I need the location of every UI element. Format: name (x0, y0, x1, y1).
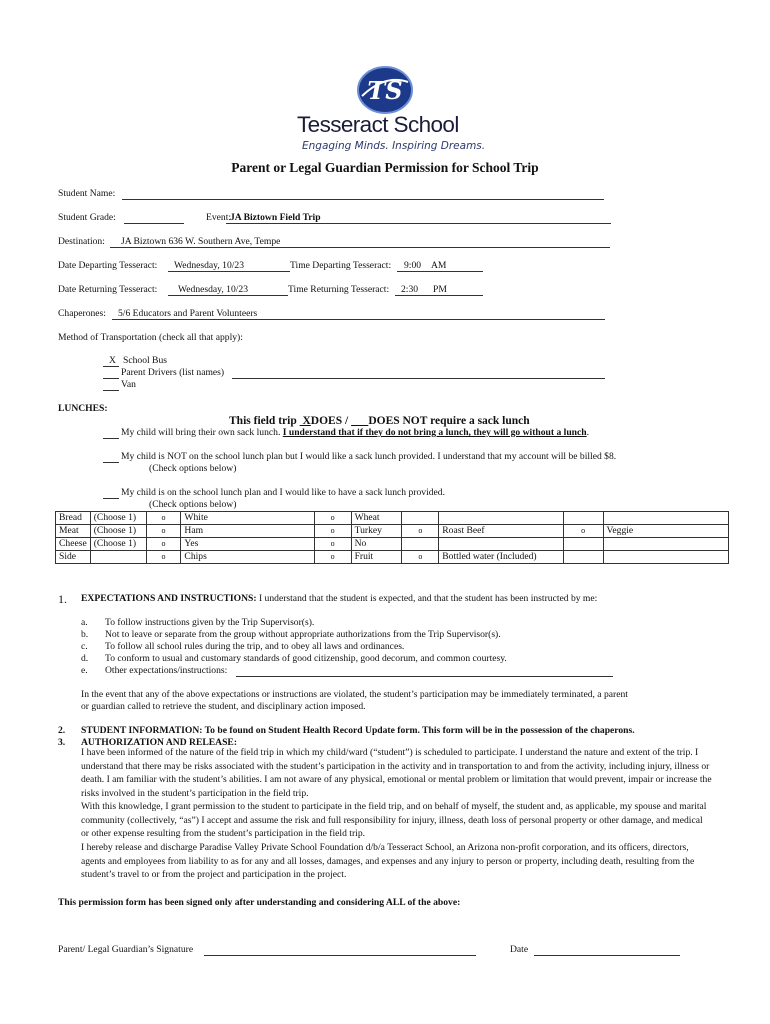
student-grade-label: Student Grade: (58, 212, 116, 223)
date-returning-label: Date Returning Tesseract: (58, 284, 158, 295)
section1-heading: EXPECTATIONS AND INSTRUCTIONS: (81, 593, 257, 604)
option-circle[interactable]: o (314, 525, 351, 538)
svg-text:TS: TS (367, 76, 403, 105)
option-circle[interactable]: o (146, 551, 181, 564)
requirement-rest: DOES NOT require a sack lunch (368, 415, 530, 427)
section1-intro: I understand that the student is expected, and that the student has been instructed by me: (258, 593, 598, 604)
chaperones-label: Chaperones: (58, 308, 106, 319)
lunch-option: Roast Beef (439, 525, 563, 538)
section3-heading: AUTHORIZATION AND RELEASE: (81, 737, 238, 748)
signature-label: Parent/ Legal Guardian’s Signature (58, 944, 194, 955)
destination-label: Destination: (58, 236, 105, 247)
date-field[interactable] (534, 955, 680, 956)
section1-number: 1. (58, 592, 67, 606)
section2-number: 2. (58, 725, 66, 736)
lunch-option: Bottled water (Included) (439, 551, 563, 564)
option-circle[interactable]: o (314, 551, 351, 564)
list-item: Other expectations/instructions: (105, 665, 228, 676)
date-departing-label: Date Departing Tesseract: (58, 260, 158, 271)
option-circle[interactable]: o (146, 512, 181, 525)
page-title: Parent or Legal Guardian Permission for School Trip (231, 160, 539, 175)
lunch-category: Bread (56, 512, 91, 525)
lunch-option: Yes (181, 538, 314, 551)
section3-number: 3. (58, 737, 66, 748)
van-checkbox[interactable] (103, 390, 119, 391)
paid-lunch-checkbox[interactable] (103, 462, 119, 463)
time-departing-value: 9:00 (404, 260, 422, 271)
requirement-does: DOES / (310, 415, 349, 427)
violation-line-2: or guardian called to retrieve the student, and disciplinary action imposed. (81, 701, 366, 712)
section1-header (81, 593, 597, 604)
school-bus-mark: X (109, 355, 116, 366)
plan-lunch-sub: (Check options below) (149, 499, 237, 510)
own-lunch-text: My child will bring their own sack lunch. (121, 427, 281, 438)
option-circle[interactable]: o (563, 525, 603, 538)
lunch-requirement (229, 415, 530, 427)
student-grade-field[interactable] (124, 223, 184, 224)
student-name-label: Student Name: (58, 188, 116, 199)
list-item: To conform to usual and customary standards of good citizenship, good decorum, and common courtesy. (105, 653, 507, 664)
lunch-option: White (181, 512, 314, 525)
paid-lunch-sub: (Check options below) (149, 463, 237, 474)
time-returning-field[interactable] (395, 295, 483, 296)
date-returning-value: Wednesday, 10/23 (178, 284, 249, 295)
date-departing-field[interactable] (168, 271, 290, 272)
student-name-field[interactable] (122, 199, 604, 200)
item-letter: a. (81, 617, 88, 628)
item-letter: e. (81, 665, 88, 676)
release-paragraph-3: I hereby release and discharge Paradise Valley Private School Foundation d/b/a Tesseract School, an Arizona non-profit corporation, and its officers, directors, agents and employees from liability to as for any and all losses, damages, and expenses and any injury to person or property, including death, resulting from the student’s travel to or from the project and participation in the project. (81, 842, 695, 880)
chaperones-value: 5/6 Educators and Parent Volunteers (118, 308, 258, 319)
closing-statement: This permission form has been signed only after understanding and considering ALL of the above: (58, 897, 461, 908)
time-returning-value: 2:30 (401, 284, 419, 295)
lunch-option: Fruit (351, 551, 402, 564)
lunch-option: Ham (181, 525, 314, 538)
lunch-category: Cheese (56, 538, 91, 551)
parent-drivers-option: Parent Drivers (list names) (121, 367, 225, 378)
signature-field[interactable] (204, 955, 476, 956)
lunch-option: No (351, 538, 402, 551)
violation-line-1: In the event that any of the above expectations or instructions are violated, the student’s participation may be immediately terminated, a parent (81, 689, 628, 700)
school-logo (356, 66, 414, 114)
plan-lunch-checkbox[interactable] (103, 498, 119, 499)
paid-lunch-option: My child is NOT on the school lunch plan but I would like a sack lunch provided. I understand that my account will be billed $8. (121, 451, 617, 462)
requirement-mark: X (302, 415, 311, 427)
date-label: Date (510, 944, 529, 955)
own-lunch-option: My child will bring their own sack lunch. I understand that if they do not bring a lunch, they will go without a lunch. (121, 427, 590, 438)
lunch-choose (90, 551, 146, 564)
option-circle[interactable]: o (314, 538, 351, 551)
plan-lunch-option: My child is on the school lunch plan and I would like to have a sack lunch provided. (121, 487, 445, 498)
time-departing-ampm: AM (431, 260, 447, 271)
other-expectations-field[interactable] (236, 676, 613, 677)
parent-drivers-checkbox[interactable] (103, 378, 119, 379)
item-letter: b. (81, 629, 89, 640)
table-row (56, 538, 729, 551)
event-value: JA Biztown Field Trip (230, 212, 321, 223)
own-lunch-warning: I understand that if they do not bring a lunch, they will go without a lunch (282, 427, 587, 438)
requirement-blank[interactable] (351, 415, 368, 427)
event-field[interactable] (226, 223, 611, 224)
item-letter: d. (81, 653, 89, 664)
transport-label: Method of Transportation (check all that apply): (58, 332, 243, 343)
lunch-options-table (55, 511, 729, 564)
list-item: To follow all school rules during the trip, and to obey all laws and ordinances. (105, 641, 405, 652)
lunch-category: Side (56, 551, 91, 564)
item-letter: c. (81, 641, 88, 652)
option-circle[interactable]: o (402, 525, 439, 538)
lunch-category: Meat (56, 525, 91, 538)
time-departing-label: Time Departing Tesseract: (290, 260, 392, 271)
release-paragraph-1: I have been informed of the nature of the field trip in which my child/ward (“student”) is scheduled to participate. I understand the nature and extent of the trip. I understand that there may be risks associated with the student’s participation in the activity and in transportation to and from the activity, including injury, illness or death. I am familiar with the student’s abilities. I am not aware of any physical, emotional or mental problem or limitation that would prevent, impair or increase the risks involved in the student’s participation in the field trip. (81, 747, 712, 799)
time-departing-field[interactable] (397, 271, 483, 272)
requirement-prefix: This field trip (229, 415, 297, 427)
lunch-option: Chips (181, 551, 314, 564)
date-returning-field[interactable] (168, 295, 288, 296)
lunch-option: Turkey (351, 525, 402, 538)
option-circle[interactable]: o (402, 551, 439, 564)
lunch-choose: (Choose 1) (90, 512, 146, 525)
school-name: Tesseract School (297, 112, 459, 137)
list-item: To follow instructions given by the Trip Supervisor(s). (105, 617, 315, 628)
lunch-choose: (Choose 1) (90, 538, 146, 551)
section2-text: STUDENT INFORMATION: To be found on Student Health Record Update form. This form will be in the possession of the chaperons. (81, 725, 635, 736)
time-returning-ampm: PM (433, 284, 447, 295)
option-circle[interactable]: o (314, 512, 351, 525)
time-returning-label: Time Returning Tesseract: (288, 284, 390, 295)
event-label: Event: (206, 212, 232, 223)
van-option: Van (121, 379, 136, 390)
destination-field[interactable] (110, 247, 610, 248)
table-row (56, 512, 729, 525)
table-row (56, 551, 729, 564)
lunch-choose: (Choose 1) (90, 525, 146, 538)
school-tagline: Engaging Minds. Inspiring Dreams. (302, 140, 486, 152)
option-circle[interactable]: o (146, 525, 181, 538)
own-lunch-checkbox[interactable] (103, 438, 119, 439)
table-row (56, 525, 729, 538)
lunch-option: Veggie (603, 525, 728, 538)
destination-value: JA Biztown 636 W. Southern Ave, Tempe (121, 236, 281, 247)
lunch-option: Wheat (351, 512, 402, 525)
release-paragraph-2: With this knowledge, I grant permission to the student to participate in the field trip, and on behalf of myself, the student and, as applicable, my spouse and marital community (collectively, “as”) I accept and assume the risk and full responsibility for injury, illness, death loss of personal property or other damage, and medical or other expense resulting from the student’s participation in the field trip. (81, 801, 707, 839)
school-bus-checkbox[interactable] (103, 366, 119, 367)
school-bus-option: School Bus (123, 355, 167, 366)
option-circle[interactable]: o (146, 538, 181, 551)
date-departing-value: Wednesday, 10/23 (174, 260, 245, 271)
chaperones-field[interactable] (112, 319, 605, 320)
list-item: Not to leave or separate from the group without appropriate authorizations from the Trip Supervisor(s). (105, 629, 501, 640)
parent-drivers-names-field[interactable] (232, 378, 605, 379)
lunches-heading: LUNCHES: (58, 403, 108, 414)
